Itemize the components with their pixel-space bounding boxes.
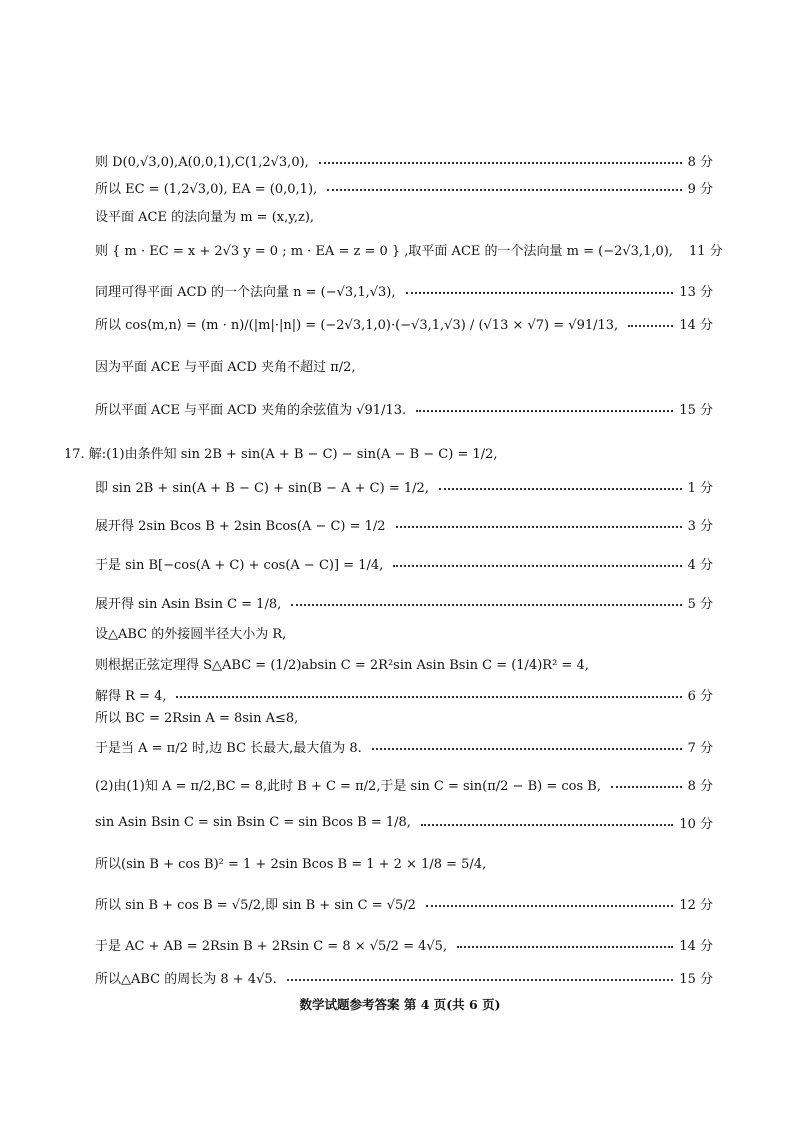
answer-line: 则 { m · EC = x + 2√3 y = 0 ; m · EA = z = 0 } ,取平面 ACE 的一个法向量 m = (−2√3,1,0), 11 分: [95, 243, 723, 259]
answer-line: 则根据正弦定理得 S△ABC = (1/2)absin C = 2R²sin Asin Bsin C = (1/4)R² = 4,: [95, 657, 589, 673]
answer-line: 因为平面 ACE 与平面 ACD 夹角不超过 π/2,: [95, 359, 356, 375]
dot-leader: [457, 946, 673, 948]
answer-line: 设△ABC 的外接圆半径大小为 R,: [95, 626, 287, 642]
dot-leader: [287, 979, 674, 981]
dot-leader: [319, 162, 682, 164]
dot-leader: [396, 526, 682, 528]
dot-leader: [426, 905, 673, 907]
dot-leader: [628, 325, 673, 327]
answer-line: 于是 AC + AB = 2Rsin B + 2Rsin C = 8 × √5/2 = 4√5, 14 分: [95, 938, 713, 954]
dot-leader: [372, 748, 682, 750]
dot-leader: [291, 604, 681, 606]
dot-leader: [406, 292, 674, 294]
answer-line: 所以平面 ACE 与平面 ACD 夹角的余弦值为 √91/13. 15 分: [95, 402, 713, 418]
answer-line: 同理可得平面 ACD 的一个法向量 n = (−√3,1,√3), 13 分: [95, 284, 713, 300]
answer-line: 于是当 A = π/2 时,边 BC 长最大,最大值为 8. 7 分: [95, 740, 713, 756]
page-footer: 数学试题参考答案 第 4 页(共 6 页): [299, 997, 501, 1012]
answer-line: 所以 cos⟨m,n⟩ = (m · n)/(|m|·|n|) = (−2√3,1,0)·(−√3,1,√3) / (√13 × √7) = √91/13, 14 分: [95, 317, 713, 333]
answer-line: 解得 R = 4, 6 分: [95, 688, 713, 704]
dot-leader: [393, 565, 681, 567]
question-heading: 17. 解:(1)由条件知 sin 2B + sin(A + B − C) − sin(A − B − C) = 1/2,: [64, 446, 498, 462]
dot-leader: [421, 824, 673, 826]
dot-leader: [611, 786, 682, 788]
answer-line: 则 D(0,√3,0),A(0,0,1),C(1,2√3,0), 8 分: [95, 154, 713, 170]
answer-line: 展开得 2sin Bcos B + 2sin Bcos(A − C) = 1/2 3 分: [95, 518, 713, 534]
answer-line: 展开得 sin Asin Bsin C = 1/8, 5 分: [95, 596, 713, 612]
dot-leader: [416, 410, 673, 412]
answer-line: 所以 EC = (1,2√3,0), EA = (0,0,1), 9 分: [95, 181, 713, 197]
answer-line: 所以 BC = 2Rsin A = 8sin A≤8,: [95, 710, 299, 726]
answer-line: 于是 sin B[−cos(A + C) + cos(A − C)] = 1/4, 4 分: [95, 557, 713, 573]
dot-leader: [176, 696, 681, 698]
dot-leader: [327, 189, 681, 191]
answer-line: sin Asin Bsin C = sin Bsin C = sin Bcos B = 1/8, 10 分: [95, 814, 713, 832]
answer-line: 所以△ABC 的周长为 8 + 4√5. 15 分: [95, 971, 713, 987]
answer-line: 所以(sin B + cos B)² = 1 + 2sin Bcos B = 1 + 2 × 1/8 = 5/4,: [95, 856, 487, 872]
dot-leader: [439, 488, 682, 490]
answer-line: 所以 sin B + cos B = √5/2,即 sin B + sin C = √5/2 12 分: [95, 897, 713, 913]
answer-line: (2)由(1)知 A = π/2,BC = 8,此时 B + C = π/2,于是 sin C = sin(π/2 − B) = cos B, 8 分: [95, 778, 713, 794]
answer-line: 即 sin 2B + sin(A + B − C) + sin(B − A + C) = 1/2, 1 分: [95, 480, 713, 496]
answer-line: 设平面 ACE 的法向量为 m = (x,y,z),: [95, 209, 315, 225]
